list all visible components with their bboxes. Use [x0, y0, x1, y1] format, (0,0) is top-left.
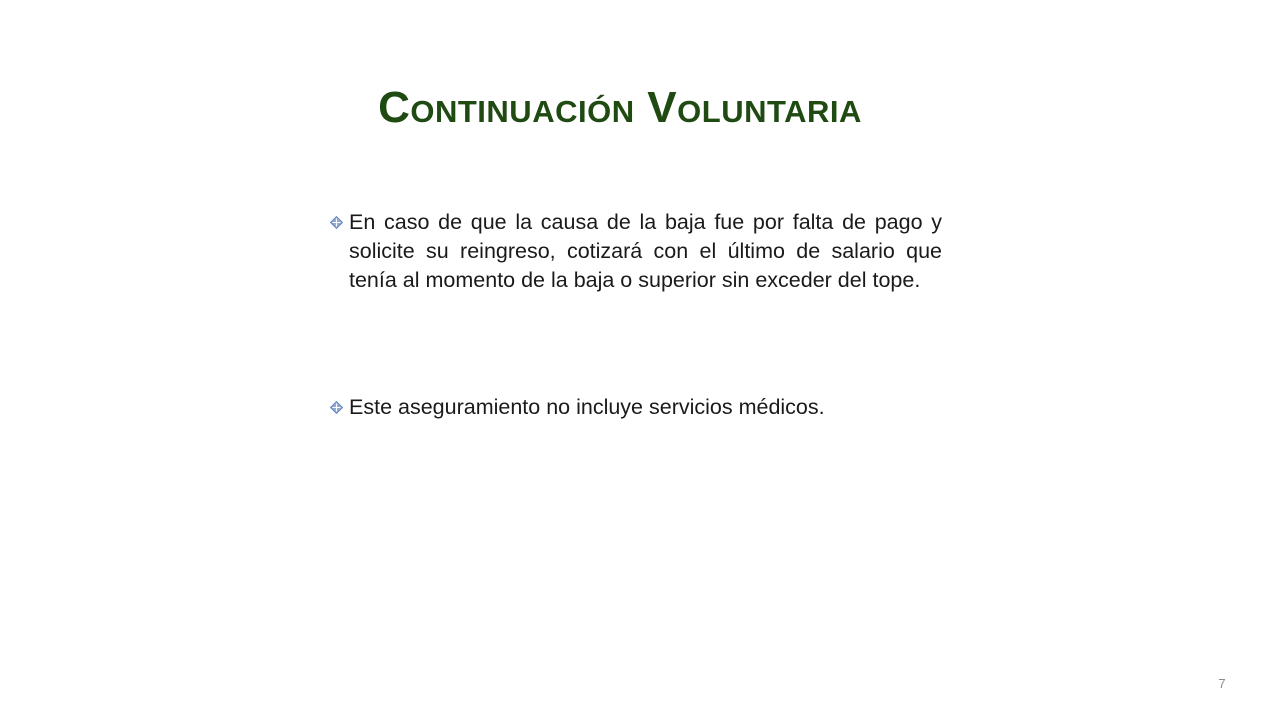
- bullet-text: Este aseguramiento no incluye servicios médicos.: [349, 395, 825, 419]
- bullet-item: [330, 393, 942, 422]
- bullet-item: [330, 208, 942, 295]
- page-number: 7: [1218, 676, 1226, 691]
- diamond-bullet-icon: [330, 216, 343, 229]
- bullet-list: [330, 208, 942, 422]
- diamond-bullet-icon: [330, 401, 343, 414]
- slide-title: Continuación Voluntaria: [378, 83, 862, 132]
- bullet-text: En caso de que la causa de la baja fue por falta de pago y solicite su reingreso, cotizará con el último de salario que tenía al momento de la baja o superior sin exceder del tope.: [349, 210, 942, 292]
